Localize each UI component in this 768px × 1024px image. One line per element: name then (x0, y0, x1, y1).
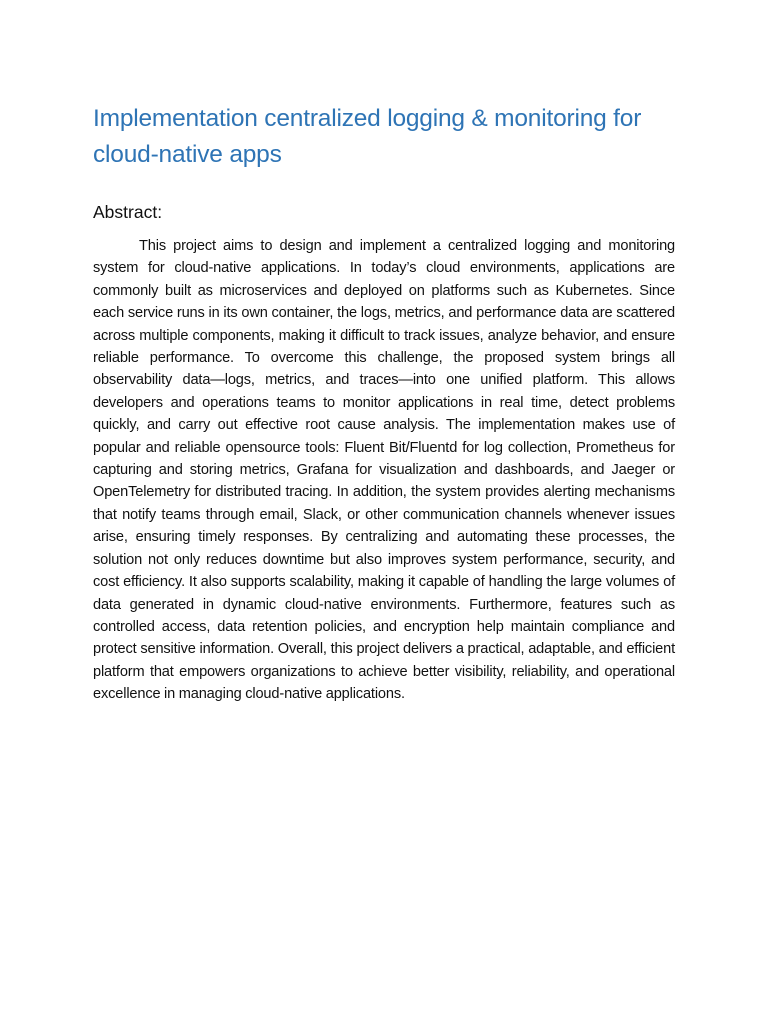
abstract-heading: Abstract: (93, 202, 163, 222)
abstract-paragraph: This project aims to design and implement a centralized logging and monitoring system for cloud-native applications. In today’s cloud environments, applications are commonly built as microservices and deployed on platforms such as Kubernetes. Since each service runs in its own container, the logs, metrics, and performance data are scattered across multiple components, making it difficult to track issues, analyze behavior, and ensure reliable performance. To overcome this challenge, the proposed system brings all observability data—logs, metrics, and traces—into one unified platform. This allows developers and operations teams to monitor applications in real time, detect problems quickly, and carry out effective root cause analysis. The implementation makes use of popular and reliable opensource tools: Fluent Bit/Fluentd for log collection, Prometheus for capturing and storing metrics, Grafana for visualization and dashboards, and Jaeger or OpenTelemetry for distributed tracing. In addition, the system provides alerting mechanisms that notify teams through email, Slack, or other communication channels whenever issues arise, ensuring timely responses. By centralizing and automating these processes, the solution not only reduces downtime but also improves system performance, security, and cost efficiency. It also supports scalability, making it capable of handling the large volumes of data generated in dynamic cloud-native environments. Furthermore, features such as controlled access, data retention policies, and encryption help maintain compliance and protect sensitive information. Overall, this project delivers a practical, adaptable, and efficient platform that empowers organizations to achieve better visibility, reliability, and operational excellence in managing cloud-native applications. (93, 238, 675, 703)
document-title: Implementation centralized logging & monitoring for cloud-native apps (93, 105, 642, 168)
